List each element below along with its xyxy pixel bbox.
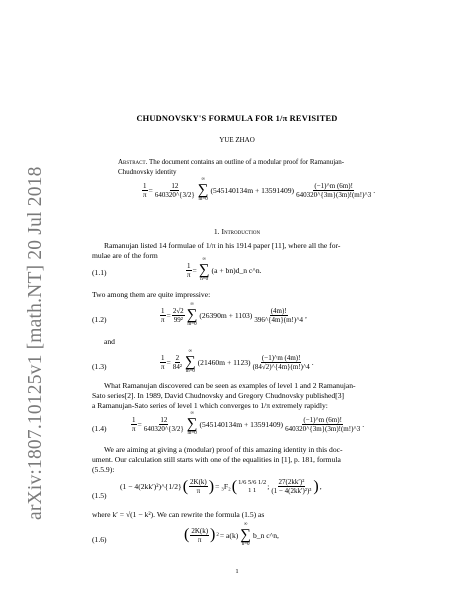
- fraction: $\frac{1}{\pi}$: [161, 353, 165, 371]
- punctuation: ,: [305, 310, 307, 320]
- fraction: $\frac{1}{\pi}$: [161, 306, 165, 324]
- punctuation: .: [362, 419, 365, 429]
- fraction: $\frac{2√2}{\text{99²}}$: [172, 306, 184, 324]
- two-among-text: Two among them are quite impressive:: [92, 290, 211, 299]
- equals: =: [166, 310, 171, 320]
- equation-number: (1.4): [92, 424, 107, 433]
- section-heading: 1. Introduction: [213, 227, 261, 236]
- abstract-line-1: [118, 158, 344, 167]
- fraction: $\frac{12}{640320\^{}\{3/2\}}$: [154, 181, 195, 199]
- sum-symbol: ∞ ∑ m=0: [197, 177, 209, 202]
- fraction: $\frac{(-1)\^{}m (6m)!}{640320\^{}\{3m\}(3m)!(m!)\^{}3}$: [285, 415, 361, 433]
- left-paren: (: [231, 477, 238, 495]
- abstract-line-2: Chudnovsky identity: [118, 168, 177, 176]
- fraction: $\frac{(-1)\^{}m (6m)!}{640320\^{}\{3m\}(3m)!(m!)\^{}3}$: [296, 181, 372, 199]
- sum-term: (545140134m + 13591409): [210, 185, 295, 195]
- intro-line-1: Ramanujan listed 14 formulae of 1/π in his 1914 paper [11], where all the for-: [104, 241, 341, 250]
- right-paren: ): [313, 477, 319, 495]
- para3-line-2: ument. Our calculation still starts with one of the equalities in [1], p. 181, formula: [92, 455, 341, 464]
- equation-1-4: [131, 411, 364, 437]
- page-number: 1: [235, 568, 239, 575]
- intro-line-2: mulae are of the form: [92, 251, 158, 260]
- fraction: $\frac{(4m)!}{396\^{}\{4m\}(m!)\^{}4}$: [254, 306, 303, 324]
- para3-line-3: (5.5.9):: [92, 465, 115, 474]
- punctuation: .: [311, 357, 314, 367]
- sum-symbol: ∞ ∑ m=0: [186, 302, 198, 327]
- sum-symbol: ∞ ∑ m=0: [184, 349, 196, 374]
- right-paren: ): [208, 477, 215, 495]
- punctuation: .: [373, 185, 376, 195]
- equals: =: [148, 185, 153, 195]
- punctuation: ,: [319, 482, 322, 491]
- sum-term: b_n c^n,: [252, 530, 279, 540]
- separator: ;: [267, 482, 270, 491]
- abstract-equation: [142, 177, 375, 203]
- sum-term: (26390m + 1103): [199, 310, 253, 320]
- sum-symbol: ∞ ∑ n=0: [240, 522, 251, 547]
- para2-line-2: Sato series[2]. In 1989, David Chudnovsky and Gregory Chudnovsky published[3]: [92, 391, 345, 400]
- fraction: $\frac{1}{\pi}$: [143, 181, 147, 199]
- equation-1-5: [120, 478, 322, 495]
- fraction: $\frac{1}{\pi}$: [187, 261, 191, 279]
- equals: =: [137, 419, 142, 429]
- prefactor: (1 − 4(2kk′)²)^{1/2}: [120, 482, 182, 491]
- sum-term: (a + bn)d_n c^n.: [211, 265, 262, 275]
- arxiv-stamp: arXiv:1807.10125v1 [math.NT] 20 Jul 2018: [25, 166, 46, 520]
- left-paren: (: [184, 526, 190, 543]
- abstract-text-1: The document contains an outline of a modular proof for Ramanujan-: [148, 158, 345, 166]
- sum-term: (545140134m + 13591409): [199, 419, 284, 429]
- equation-number: (1.1): [92, 268, 107, 277]
- fraction: $\frac{2}{\text{84²}}$: [172, 353, 182, 371]
- sum-symbol: ∞ ∑ n=0: [198, 257, 210, 282]
- fraction: $\frac{\text{27(2kk′)²}}{\text{(1 − 4(2kk′)²)³}}$: [271, 478, 312, 495]
- fraction: $\frac{2K(k)}{\pi}$: [191, 526, 209, 544]
- author: YUE ZHAO: [219, 136, 255, 144]
- and-text: and: [104, 337, 115, 346]
- where-line: where k′ = √(1 − k²). We can rewrite the formula (1.5) as: [92, 510, 265, 519]
- equation-1-1: [186, 257, 262, 283]
- equation-1-6: [184, 522, 279, 548]
- paper-title: CHUDNOVSKY'S FORMULA FOR 1/π REVISITED: [136, 114, 338, 123]
- hypergeometric: = ₃F₂: [215, 482, 231, 491]
- equation-number: (1.6): [92, 535, 107, 544]
- rhs-text: = a(k): [219, 530, 239, 540]
- fraction: $\frac{2K(k)}{\pi}$: [190, 478, 207, 495]
- para2-line-1: What Ramanujan discovered can be seen as examples of level 1 and 2 Ramanujan-: [104, 381, 356, 390]
- right-paren: ): [210, 526, 216, 543]
- equation-1-3: [160, 349, 314, 375]
- fraction: $\frac{12}{640320\^{}\{3/2\}}$: [143, 415, 184, 433]
- equation-number: (1.3): [92, 362, 107, 371]
- equation-number: (1.2): [92, 315, 107, 324]
- left-paren: (: [182, 477, 189, 495]
- exponent: 2: [216, 532, 219, 538]
- para2-line-3: a Ramanujan-Sato series of level 1 which converges to 1/π extremely rapidly:: [92, 401, 328, 410]
- sum-symbol: ∞ ∑ m=0: [186, 411, 198, 436]
- fraction: $\frac{(-1)\^{}m (4m)!}{(84√2)\^{}\{4m\}(m!)\^{}4}$: [252, 353, 310, 371]
- abstract-label: Abstract.: [118, 158, 148, 166]
- equals: =: [166, 357, 171, 367]
- equals: =: [192, 265, 197, 275]
- fraction: $\frac{1}{\pi}$: [132, 415, 136, 433]
- sum-term: (21460m + 1123): [197, 357, 251, 367]
- para3-line-1: We are aiming at giving a (modular) proof of this amazing identity in this doc-: [104, 445, 343, 454]
- equation-number: (1.5): [92, 491, 107, 500]
- equation-1-2: [160, 302, 307, 328]
- hypergeometric-params: 1/6 5/6 1/2 1 1: [238, 478, 267, 494]
